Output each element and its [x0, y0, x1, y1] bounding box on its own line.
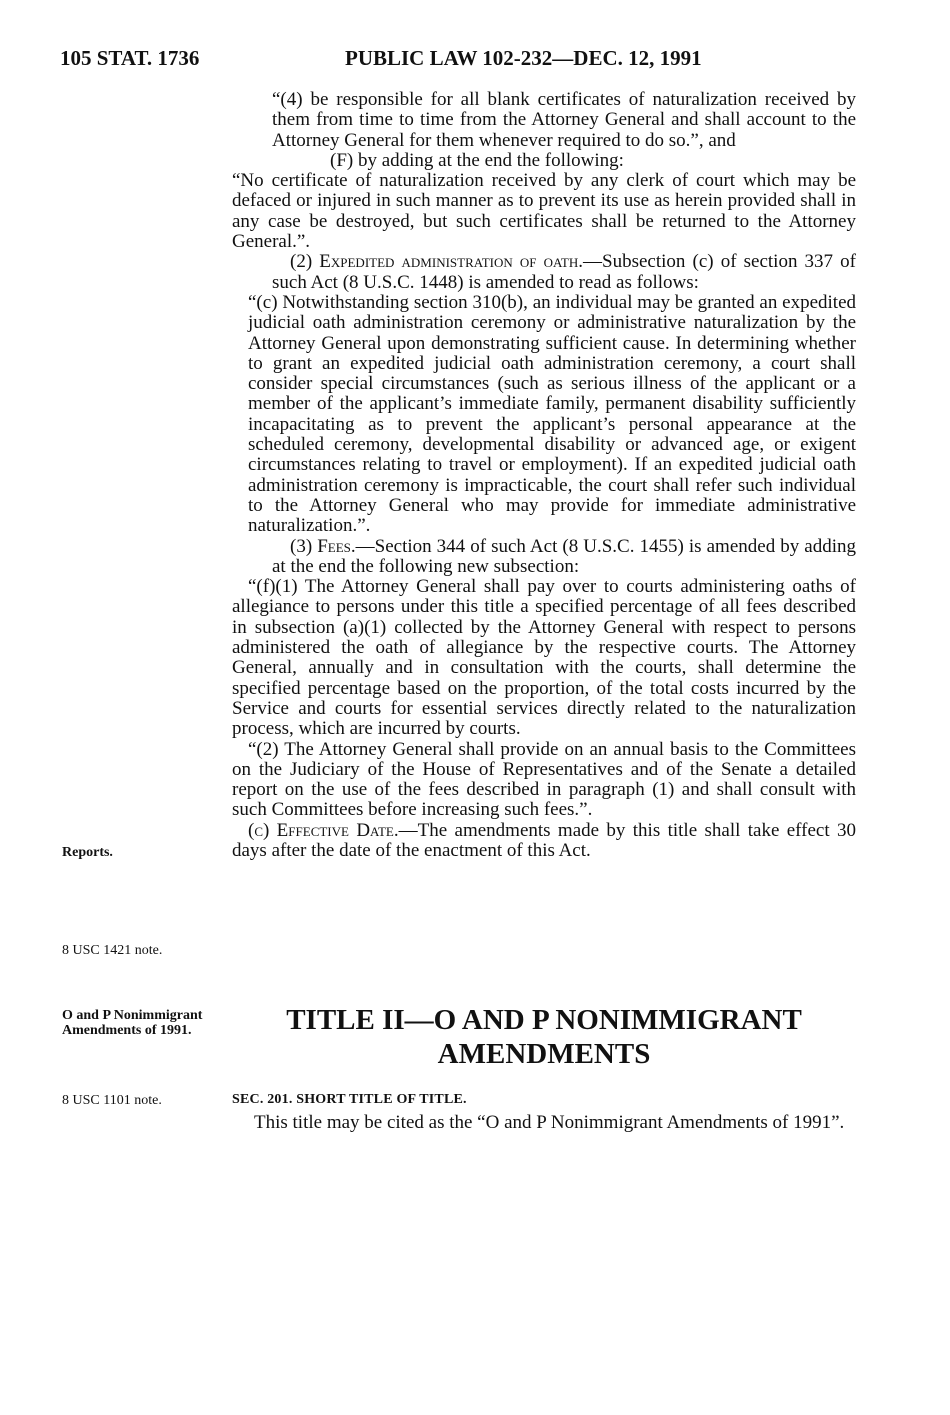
paragraph-2-report: “(2) The Attorney General shall provide on an annual basis to the Committees on the Judiciary of the House of Representatives and of the Senate a detailed report on the use of the fees described in paragraph (1) and shall consult with such Committees before increasing such fees.”.	[232, 738, 856, 821]
public-law-title: PUBLIC LAW 102-232—DEC. 12, 1991	[345, 46, 702, 70]
paragraph-no-certificate: “No certificate of naturalization received by any clerk of court which may be defaced or injured in such manner as to prevent its use as herein provided shall in any case be destroyed, but such certificates shall be returned to the Attorney General.”.	[232, 170, 856, 253]
margin-note-usc-1421: 8 USC 1421 note.	[62, 943, 163, 958]
stat-page-number: 105 STAT. 1736	[60, 46, 200, 70]
paragraph-f1: “(f)(1) The Attorney General shall pay over to courts administering oaths of allegiance to persons under this title a specified percentage of all fees described in subsection (a)(1) collected by the Attorney General with respect to persons administered the oath of allegiance by the respective courts. The Attorney General, annually and in consultation with the courts, shall determine the specified percentage based on the proportion, of the total costs incurred by the Service and courts for essential services directly related to the naturalization process, which are incurred by courts.	[232, 576, 856, 740]
paragraph-expedited-oath	[232, 252, 856, 293]
section-text: This title may be cited as the “O and P Nonimmigrant Amendments of 1991”.	[254, 1112, 845, 1133]
title-line-2: AMENDMENTS	[437, 1038, 651, 1070]
effective-date-heading: (c) Effective Date.	[248, 819, 399, 841]
paragraph-fees	[232, 537, 856, 578]
margin-note-reports: Reports.	[62, 845, 113, 860]
fees-text: —Section 344 of such Act (8 U.S.C. 1455) is amended by adding at the end the following new subsection:	[272, 535, 856, 577]
paragraph-4-blank-certificates: “(4) be responsible for all blank certificates of naturalization received by them from time to time from the Attorney General and shall account to the Attorney General for them whenever required to do so.”, and	[272, 89, 856, 151]
section-body	[232, 1113, 856, 1133]
margin-note-o-and-p: O and P Nonimmigrant Amendments of 1991.	[62, 1008, 203, 1038]
title-line-1: TITLE II—O AND P NONIMMIGRANT	[286, 1004, 802, 1036]
paragraph-notwithstanding: “(c) Notwithstanding section 310(b), an individual may be granted an expedited judicial oath administration ceremony or administrative naturalization by the Attorney General upon demonstrating sufficient cause. In determining whether to grant an expedited judicial oath administration ceremony, a court shall consider special circumstances (such as serious illness of the applicant or a member of the applicant’s immediate family, permanent disability sufficiently incapacitating as to prevent the applicant’s personal appearance at the scheduled ceremony, developmental disability or advanced age, or exigent circumstances relating to travel or employment). If an expedited judicial oath administration ceremony is impracticable, the court shall refer such individual to the Attorney General who may provide for immediate administrative naturalization.”.	[248, 291, 856, 537]
margin-note-usc-1101: 8 USC 1101 note.	[62, 1093, 162, 1108]
page-header	[60, 46, 860, 76]
fees-heading: (3) Fees.	[290, 535, 356, 557]
paragraph-effective-date	[232, 821, 856, 862]
section-heading: SEC. 201. SHORT TITLE OF TITLE.	[232, 1092, 467, 1107]
effective-date-text: —The amendments made by this title shall take effect 30 days after the date of the enactment of this Act.	[232, 819, 856, 861]
title-heading	[232, 1003, 856, 1071]
body-text	[232, 90, 856, 861]
paragraph-f-heading: (F) by adding at the end the following:	[330, 149, 624, 171]
expedited-oath-text: —Subsection (c) of section 337 of such Act (8 U.S.C. 1448) is amended to read as follows:	[272, 251, 856, 293]
expedited-oath-heading: (2) Expedited administration of oath.	[290, 251, 583, 273]
